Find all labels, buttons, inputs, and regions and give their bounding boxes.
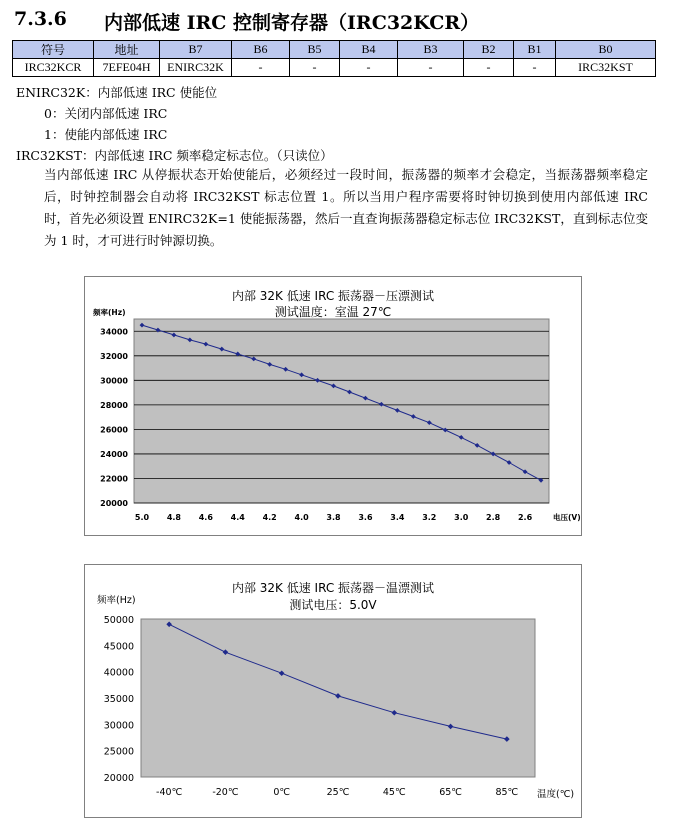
- cell-b5: -: [290, 59, 340, 77]
- chart2-svg: [85, 565, 581, 817]
- chart1-x-tick-label: 3.4: [390, 513, 405, 522]
- chart1-y-tick-label: 20000: [100, 499, 128, 508]
- section-heading: [14, 8, 654, 34]
- chart1-x-tick-label: 5.0: [134, 513, 150, 522]
- chart2-x-axis-label: 温度(℃): [537, 789, 575, 800]
- chart1-x-axis-label: 电压(V): [553, 513, 581, 522]
- section-title: 内部低速 IRC 控制寄存器（IRC32KCR）: [104, 12, 480, 34]
- chart1-x-tick-label: 4.6: [198, 513, 213, 522]
- chart1-subtitle: 测试温度：室温 27℃: [274, 305, 392, 319]
- col-b4: B4: [340, 41, 398, 59]
- chart1-y-tick-label: 22000: [100, 474, 128, 484]
- voltage-drift-chart: [84, 276, 582, 536]
- col-b0: B0: [556, 41, 656, 59]
- enirc-option-1: 1：使能内部低速 IRC: [44, 127, 168, 142]
- chart2-x-tick-label: -40℃: [156, 787, 183, 798]
- col-b1: B1: [514, 41, 556, 59]
- chart2-x-tick-label: 85℃: [495, 787, 519, 798]
- chart1-x-tick-label: 4.2: [262, 513, 277, 522]
- chart2-y-tick-label: 30000: [103, 720, 134, 732]
- cell-symbol: IRC32KCR: [13, 59, 94, 77]
- chart1-y-tick-label: 24000: [100, 449, 128, 459]
- col-symbol: 符号: [13, 41, 94, 59]
- chart2-y-tick-label: 45000: [103, 641, 134, 653]
- enirc-title: ENIRC32K：内部低速 IRC 使能位: [16, 85, 218, 100]
- chart1-x-tick-label: 3.8: [326, 513, 341, 522]
- chart1-x-tick-label: 3.0: [454, 513, 469, 522]
- register-header-row: [13, 41, 656, 59]
- chart1-x-tick-label: 4.4: [230, 513, 245, 522]
- chart1-y-tick-label: 32000: [100, 351, 128, 361]
- chart2-x-tick-label: -20℃: [212, 787, 239, 798]
- cell-b1: -: [514, 59, 556, 77]
- enirc-option-0: 0：关闭内部低速 IRC: [44, 106, 168, 121]
- chart1-svg: [85, 277, 581, 535]
- cell-b0: IRC32KST: [556, 59, 656, 77]
- chart1-plot-area: [134, 319, 549, 503]
- chart2-title: 内部 32K 低速 IRC 振荡器－温漂测试: [231, 581, 435, 595]
- chart2-y-tick-label: 35000: [103, 694, 134, 705]
- chart2-x-tick-label: 65℃: [439, 787, 462, 798]
- cell-b2: -: [464, 59, 514, 77]
- register-table: [12, 40, 656, 77]
- chart2-y-tick-label: 20000: [103, 773, 134, 784]
- col-b3: B3: [398, 41, 464, 59]
- chart1-x-tick-label: 2.6: [517, 513, 533, 522]
- cell-b7: ENIRC32K: [160, 59, 232, 77]
- cell-address: 7EFE04H: [94, 59, 160, 77]
- chart1-y-tick-label: 34000: [100, 327, 128, 337]
- register-value-row: [13, 59, 656, 77]
- irckst-title: IRC32KST：内部低速 IRC 频率稳定标志位。（只读位）: [16, 148, 333, 163]
- col-b2: B2: [464, 41, 514, 59]
- chart1-y-tick-label: 30000: [100, 376, 128, 386]
- cell-b3: -: [398, 59, 464, 77]
- chart1-x-tick-label: 2.8: [486, 513, 501, 522]
- temperature-drift-chart: [84, 564, 582, 818]
- irckst-description: 当内部低速 IRC 从停振状态开始使能后，必须经过一段时间，振荡器的频率才会稳定，当振荡器频率稳定后，时钟控制器会自动将 IRC32KST 标志位置 1。所以当用户程序需要将时钟切换到使用内部低速 IRC 时，首先必须设置 ENIRC32K=1 使能振荡器，然后一直查询振荡器稳定标志位 IRC32KST，直到标志位变为 1 时，才可进行时钟源切换。: [44, 167, 648, 248]
- cell-b4: -: [340, 59, 398, 77]
- col-b6: B6: [232, 41, 290, 59]
- chart2-x-tick-label: 45℃: [382, 787, 406, 798]
- chart1-y-tick-label: 26000: [100, 425, 128, 435]
- chart1-x-tick-label: 4.0: [294, 513, 309, 522]
- chart2-y-tick-label: 40000: [103, 667, 134, 679]
- chart1-y-axis-label: 频率(Hz): [93, 308, 126, 317]
- chart1-x-tick-label: 3.2: [422, 513, 437, 522]
- chart1-x-tick-label: 4.8: [166, 513, 181, 522]
- chart2-subtitle: 测试电压：5.0V: [289, 598, 377, 612]
- chart1-x-tick-label: 3.6: [358, 513, 373, 522]
- chart2-y-tick-label: 50000: [103, 615, 134, 626]
- cell-b6: -: [232, 59, 290, 77]
- col-b5: B5: [290, 41, 340, 59]
- chart1-title: 内部 32K 低速 IRC 振荡器－压漂测试: [231, 289, 435, 303]
- chart2-y-axis-label: 频率(Hz): [97, 595, 136, 606]
- col-b7: B7: [160, 41, 232, 59]
- chart1-y-tick-label: 28000: [100, 400, 128, 410]
- section-number: 7.3.6: [14, 8, 67, 30]
- chart2-y-tick-label: 25000: [103, 746, 134, 758]
- chart2-x-tick-label: 0℃: [273, 787, 291, 798]
- col-address: 地址: [94, 41, 160, 59]
- chart2-x-tick-label: 25℃: [326, 787, 350, 798]
